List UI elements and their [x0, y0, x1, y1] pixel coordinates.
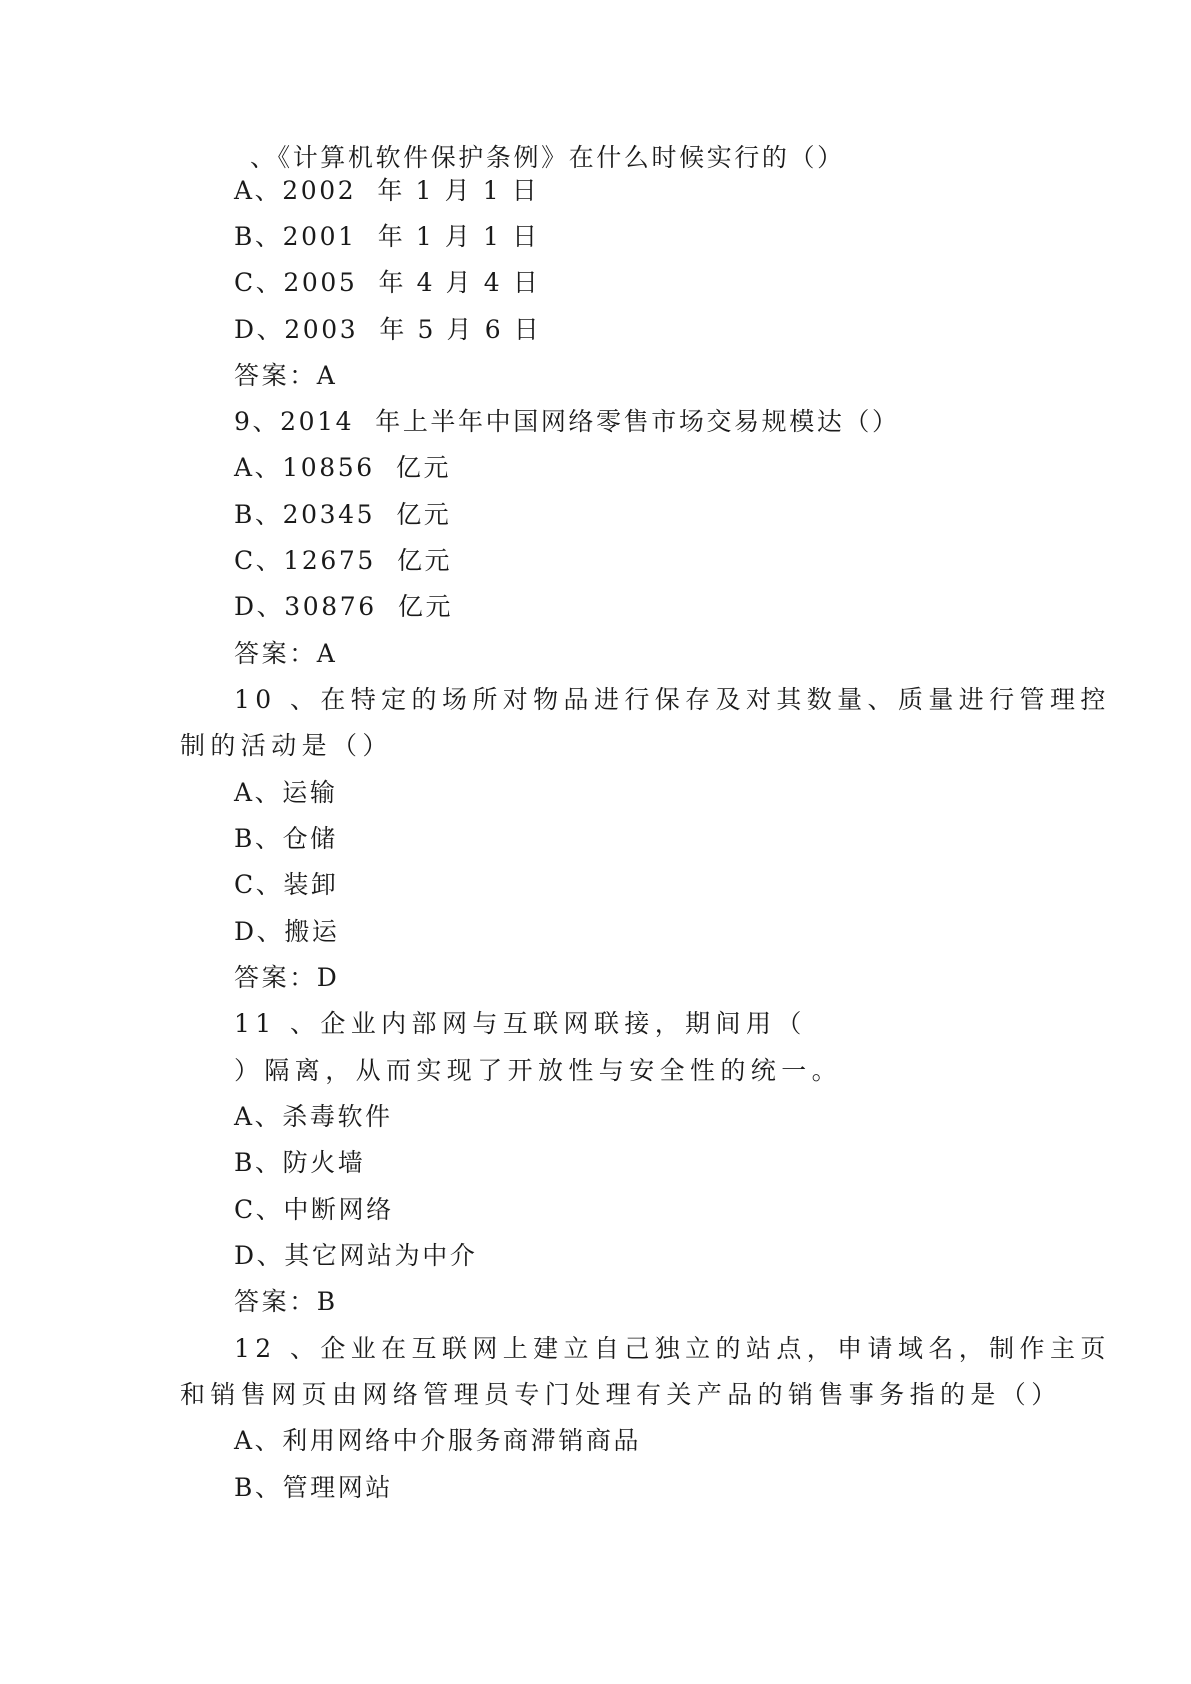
question-11-stem-line-1: 11 、企业内部网与互联网联接，期间用（	[234, 1009, 807, 1038]
question-11-option-d: D、其它网站为中介	[234, 1241, 478, 1270]
question-10-answer: 答案：D	[234, 963, 340, 992]
question-11-answer: 答案：B	[234, 1287, 338, 1316]
question-9-stem: 9、2014 年上半年中国网络零售市场交易规模达（）	[234, 407, 900, 436]
question-10-option-c: C、装卸	[234, 870, 339, 899]
question-10-stem-line-2: 制的活动是（）	[180, 731, 393, 760]
question-9-option-d: D、30876 亿元	[234, 592, 454, 621]
question-10-stem-line-1: 10 、在特定的场所对物品进行保存及对其数量、质量进行管理控	[234, 685, 1111, 714]
question-11-stem-line-2: ）隔离，从而实现了开放性与安全性的统一。	[234, 1056, 843, 1085]
question-8-answer: 答案：A	[234, 361, 338, 390]
question-8-option-b: B、2001 年 1 月 1 日	[234, 222, 540, 251]
question-10-option-a: A、运输	[234, 778, 338, 807]
question-12-option-b: B、管理网站	[234, 1473, 393, 1502]
question-9-option-a: A、10856 亿元	[234, 453, 452, 482]
question-8-stem: 、《计算机软件保护条例》在什么时候实行的（）	[250, 143, 845, 172]
question-8-option-d: D、2003 年 5 月 6 日	[234, 315, 542, 344]
question-8-option-c: C、2005 年 4 月 4 日	[234, 268, 541, 297]
question-12-stem-line-1: 12 、企业在互联网上建立自己独立的站点，申请域名，制作主页	[234, 1334, 1111, 1363]
question-9-answer: 答案：A	[234, 639, 338, 668]
question-10-option-d: D、搬运	[234, 917, 340, 946]
question-9-option-c: C、12675 亿元	[234, 546, 453, 575]
question-11-option-b: B、防火墙	[234, 1148, 366, 1177]
question-9-option-b: B、20345 亿元	[234, 500, 452, 529]
question-8-option-a: A、2002 年 1 月 1 日	[234, 176, 540, 205]
question-12-option-a: A、利用网络中介服务商滞销商品	[234, 1426, 642, 1455]
question-11-option-c: C、中断网络	[234, 1195, 394, 1224]
question-10-option-b: B、仓储	[234, 824, 338, 853]
question-12-stem-line-2: 和销售网页由网络管理员专门处理有关产品的销售事务指的是（）	[180, 1380, 1062, 1409]
question-11-option-a: A、杀毒软件	[234, 1102, 393, 1131]
